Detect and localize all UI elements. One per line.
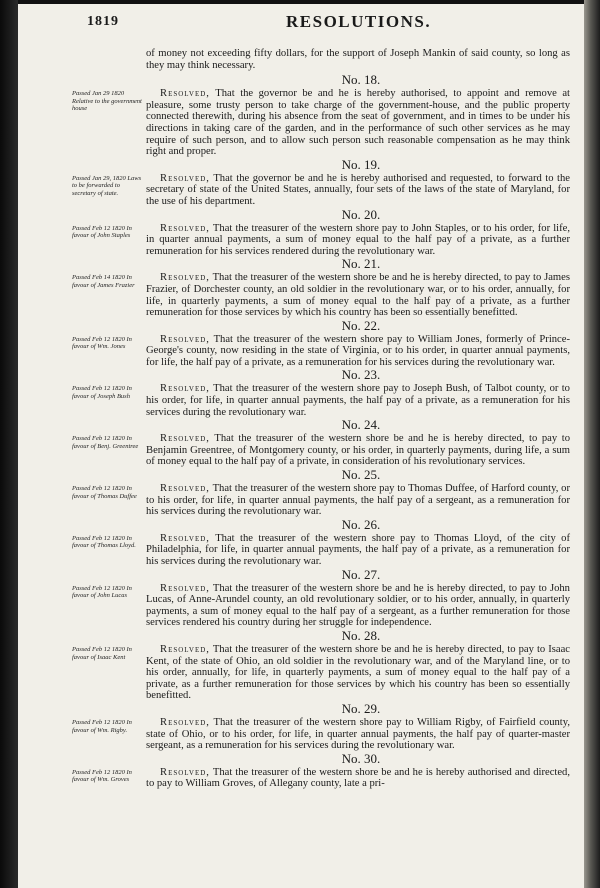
resolution-number: No. 29. xyxy=(341,700,381,716)
margin-note: Passed Feb 12 1820 In favour of John Staples xyxy=(72,224,132,240)
resolution-row xyxy=(18,533,584,568)
resolution xyxy=(18,319,584,369)
resolution-body: That the treasurer of the western shore be and he is hereby directed, to pay to James Frazier, of Dorchester county, an old soldier in the revolutionary war, or to his order, annually, for life, in quarterly payments, a sum of money equal to the half pay of a private, as a further remuneration for those services by which his country has been so essentially benefitted. xyxy=(146,272,570,319)
resolution-list xyxy=(18,73,584,790)
resolution-text xyxy=(146,483,570,518)
resolution xyxy=(18,629,584,702)
resolution-body: That the governor be and he is hereby authorised and requested, to forward to the secretary of state of the United States, annually, four sets of the laws of the state of Maryland, for the use of his department. xyxy=(146,172,570,207)
resolution xyxy=(18,518,584,568)
margin-note: Passed Feb 12 1820 In favour of Thomas Duffee xyxy=(72,485,137,500)
resolved-label: Resolved, xyxy=(160,272,210,284)
resolution-number: No. 21. xyxy=(341,256,381,272)
resolution-body: That the treasurer of the western shore pay to William Rigby, of Fairfield county, state of Ohio, or to his order, for life, in quarter annual payments, the half pay of quarter-master sergeant, as a remuneration for his services during the revolutionary war. xyxy=(146,716,570,752)
resolution xyxy=(18,208,584,258)
resolution-text xyxy=(146,272,570,318)
resolution-row xyxy=(18,644,584,702)
resolution-body: That the treasurer of the western shore pay to William Jones, formerly of Prince-George's county, now residing in the state of Virginia, or to his order, in quarter annual payments, for life, the half pay of a private, as a remuneration for his services during the revolutionary war. xyxy=(146,333,570,368)
resolution-number: No. 30. xyxy=(341,750,381,766)
resolution-text xyxy=(146,644,570,702)
margin-note: Passed Feb 12 1820 In favour of Thomas Lloyd. xyxy=(72,534,136,550)
resolution-row xyxy=(18,272,584,318)
resolution-body: That the governor be and he is hereby authorised, to appoint and remove at pleasure, some trusty person to take charge of the government-house, and the public property connected therewith, during his absence from the seat of government, and in times to be under his directions in taking care of the garden, and in the performance of such other services as he may require of such person, and to allow such person such reasonable compensation as he may think right and proper. xyxy=(146,88,570,158)
margin-note: Passed Feb 12 1820 In favour of Wm. Jones xyxy=(72,335,132,351)
resolution-text xyxy=(146,383,570,418)
resolution-number: No. 19. xyxy=(341,156,381,172)
resolution-body: That the treasurer of the western shore pay to Thomas Lloyd, of the city of Philadelphia, for life, in quarter annual payments, the half pay of a private, as a remuneration for his services during the revolutionary war. xyxy=(146,532,570,567)
resolution-row xyxy=(18,223,584,258)
resolution-text xyxy=(146,334,570,369)
resolution-body: That the treasurer of the western shore be and he is hereby directed, to pay to John Lucas, of Anne-Arundel county, an old revolutionary soldier, or to his order, annually, in quarterly payments, a sum of money equal to the half pay of a sergeant, as a further remuneration for those services rendered his country during her struggle for independence. xyxy=(146,582,570,629)
margin-note: Passed Feb 12 1820 In favour of Wm. Rigby. xyxy=(72,718,132,734)
resolution-number: No. 27. xyxy=(341,566,381,582)
resolved-label: Resolved, xyxy=(160,532,210,544)
margin-note: Passed Jan 29, 1820 Laws to be forwarded to secretary of state. xyxy=(72,174,142,197)
resolution-number: No. 18. xyxy=(341,72,381,88)
margin-note: Passed Feb 12 1820 In favour of Wm. Groves xyxy=(72,768,132,784)
resolution-row xyxy=(18,173,584,208)
resolution-body: That the treasurer of the western shore be and he is hereby directed, to pay to Benjamin Greentree, of Montgomery county, or his order, in quarterly payments, during life, a sum of money equal to the half pay of a private, in consideration of his revolutionary services. xyxy=(146,433,570,468)
continuation-text: of money not exceeding fifty dollars, for the support of Joseph Mankin of said county, so long as they may think necessary. xyxy=(146,48,570,71)
resolution-row xyxy=(18,383,584,418)
resolved-label: Resolved, xyxy=(160,88,210,100)
resolution xyxy=(18,368,584,418)
page-header xyxy=(18,14,584,38)
resolved-label: Resolved, xyxy=(160,716,210,728)
resolution xyxy=(18,418,584,468)
page-edge-left xyxy=(0,0,18,888)
resolution-text xyxy=(146,223,570,258)
resolution-body: That the treasurer of the western shore pay to Joseph Bush, of Talbot county, or to his order, for life, in quarter annual payments, the half pay of a private, as a remuneration for his services during the revolutionary war. xyxy=(146,383,570,418)
document-body xyxy=(18,48,584,790)
margin-note: Passed Feb 12 1820 In favour of John Lucas xyxy=(72,584,132,600)
resolution xyxy=(18,158,584,208)
resolution xyxy=(18,257,584,318)
margin-note: Passed Feb 12 1820 In favour of Joseph Bush xyxy=(72,385,132,401)
resolution-body: That the treasurer of the western shore pay to John Staples, or to his order, for life, in quarter annual payments, a sum of money equal to the half pay of a private, as a further remuneration for his services rendered during the revolutionary war. xyxy=(146,222,570,257)
running-title: RESOLUTIONS. xyxy=(286,12,432,31)
resolved-label: Resolved, xyxy=(160,222,210,234)
margin-note: Passed Feb 12 1820 In favour of Benj. Greentree xyxy=(72,435,139,450)
resolved-label: Resolved, xyxy=(160,643,210,655)
resolution xyxy=(18,73,584,158)
resolution-number: No. 23. xyxy=(341,367,381,383)
resolution-number: No. 26. xyxy=(341,516,381,532)
resolution xyxy=(18,468,584,518)
resolution xyxy=(18,752,584,790)
resolved-label: Resolved, xyxy=(160,383,210,395)
resolved-label: Resolved, xyxy=(160,766,210,778)
resolution-number: No. 28. xyxy=(341,627,381,643)
resolved-label: Resolved, xyxy=(160,172,210,184)
resolution-text xyxy=(146,433,570,468)
resolution xyxy=(18,568,584,629)
resolution-row xyxy=(18,583,584,629)
resolution-body: That the treasurer of the western shore be and he is hereby authorised and directed, to pay to William Groves, of Allegany county, late a pri- xyxy=(146,766,571,790)
margin-note: Passed Feb 12 1820 In favour of Isaac Kent xyxy=(72,645,132,661)
resolution-text xyxy=(146,88,570,158)
resolution-text xyxy=(146,533,570,568)
resolution-body: That the treasurer of the western shore be and he is hereby directed, to pay to Isaac Kent, of the state of Ohio, an old soldier in the revolutionary war, and of the Maryland line, or to his order, annually, for life, in quarterly payments, a sum of money equal to the half pay of a private, as a further remuneration for those services by which his country has been so essentially benefitted. xyxy=(146,643,570,702)
resolved-label: Resolved, xyxy=(160,433,210,445)
resolution-number: No. 25. xyxy=(341,467,381,483)
resolved-label: Resolved, xyxy=(160,333,210,345)
document-page xyxy=(18,4,584,888)
resolved-label: Resolved, xyxy=(160,582,210,594)
resolution-text xyxy=(146,583,570,629)
margin-note: Passed Jan 29 1820 Relative to the government house xyxy=(72,90,142,113)
resolution-text xyxy=(146,173,570,208)
resolution-row xyxy=(18,483,584,518)
margin-note: Passed Feb 14 1820 In favour of James Frazier xyxy=(72,274,135,289)
resolution-row xyxy=(18,717,584,752)
resolution-body: That the treasurer of the western shore pay to Thomas Duffee, of Harford county, or to his order, for life, in quarter annual payments, the half pay of a sergeant, as a remuneration for his services during the revolutionary war. xyxy=(146,483,570,518)
page-edge-right xyxy=(584,0,600,888)
resolution-text xyxy=(146,717,570,752)
resolution-row xyxy=(18,767,584,790)
resolution-number: No. 20. xyxy=(341,206,381,222)
page-number: 1819 xyxy=(87,14,119,29)
resolution-row xyxy=(18,88,584,158)
resolution-row xyxy=(18,433,584,468)
resolved-label: Resolved, xyxy=(160,483,210,495)
resolution-row xyxy=(18,334,584,369)
resolution-number: No. 24. xyxy=(341,417,381,433)
resolution-number: No. 22. xyxy=(341,317,381,333)
resolution-text xyxy=(146,767,570,790)
resolution xyxy=(18,702,584,752)
